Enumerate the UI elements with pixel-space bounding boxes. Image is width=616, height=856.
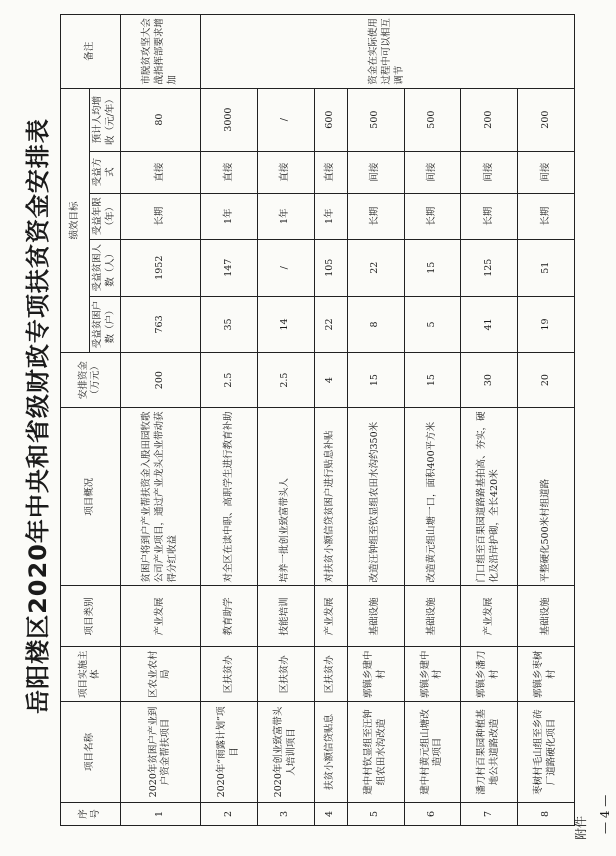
cell-income: 500 [404, 88, 461, 151]
cell-mode: 直接 [314, 151, 347, 193]
table-row [518, 15, 575, 826]
cell-people: 22 [347, 239, 404, 296]
cell-people: 15 [404, 239, 461, 296]
cell-period: 长期 [461, 193, 518, 239]
cell-households: 763 [120, 296, 201, 353]
attachment-label: 附件 [574, 815, 588, 840]
cell-seq: 1 [120, 802, 201, 825]
cell-name: 建中村黄元组山塘改造项目 [404, 702, 461, 803]
cell-period: 1年 [257, 193, 314, 239]
cell-overview: 门口组至百果园道路路基拍高、夯实，硬化及沿岸护砌，全长420米 [461, 407, 518, 586]
cell-households: 5 [404, 296, 461, 353]
header-name: 项目名称 [61, 702, 121, 803]
table-row [314, 15, 347, 826]
cell-category: 教育助学 [201, 586, 258, 647]
cell-notes: 资金在实际使用过程中可以相互调节 [201, 15, 575, 89]
cell-mode: 间接 [404, 151, 461, 193]
cell-seq: 2 [201, 802, 258, 825]
cell-overview: 对全区在读中职、高职学生进行教育补助 [201, 407, 258, 586]
header-overview: 项目概况 [61, 407, 121, 586]
cell-owner: 郭镇乡枣树村 [518, 647, 575, 702]
header-seq: 序号 [61, 802, 121, 825]
header-period: 受益年限（年） [90, 193, 121, 239]
cell-overview: 改造汪钟组至钦显组农田水沟约350米 [347, 407, 404, 586]
header-notes: 备注 [61, 15, 121, 89]
cell-income: 500 [347, 88, 404, 151]
cell-period: 长期 [347, 193, 404, 239]
cell-mode: 直接 [201, 151, 258, 193]
cell-category: 产业发展 [314, 586, 347, 647]
cell-overview: 改造黄元组山塘一口，面积400平方米 [404, 407, 461, 586]
cell-seq: 8 [518, 802, 575, 825]
cell-funds: 15 [404, 353, 461, 408]
cell-households: 22 [314, 296, 347, 353]
table-row [257, 15, 314, 826]
cell-name: 枣树村毛山组至乡砖厂道路硬化项目 [518, 702, 575, 803]
cell-seq: 7 [461, 802, 518, 825]
cell-income: 200 [518, 88, 575, 151]
cell-name: 建中村钦显组至汪钟组农田水沟改造 [347, 702, 404, 803]
cell-owner: 郭镇乡潘刀村 [461, 647, 518, 702]
cell-owner: 区扶贫办 [314, 647, 347, 702]
cell-income: / [257, 88, 314, 151]
cell-overview: 贫困户将到户产业帮扶资金入股田园牧歌公司产业项目，通过产业龙头企业带动获得分红收益 [120, 407, 201, 586]
document-title: 岳阳楼区2020年中央和省级财政专项扶贫资金安排表 [24, 118, 52, 714]
cell-seq: 5 [347, 802, 404, 825]
cell-income: 80 [120, 88, 201, 151]
header-mode: 受益方式 [90, 151, 121, 193]
table-row [201, 15, 258, 826]
cell-people: 147 [201, 239, 258, 296]
header-performance-group: 绩效目标 [61, 88, 90, 353]
cell-funds: 20 [518, 353, 575, 408]
cell-funds: 30 [461, 353, 518, 408]
cell-overview: 平整硬化500米村组道路 [518, 407, 575, 586]
cell-mode: 间接 [518, 151, 575, 193]
cell-people: 105 [314, 239, 347, 296]
header-owner: 项目实施主体 [61, 647, 121, 702]
page-number: — 4 — [598, 794, 612, 834]
header-category: 项目类别 [61, 586, 121, 647]
cell-category: 基础设施 [518, 586, 575, 647]
cell-category: 产业发展 [120, 586, 201, 647]
cell-people: 51 [518, 239, 575, 296]
cell-income: 3000 [201, 88, 258, 151]
cell-period: 1年 [201, 193, 258, 239]
cell-seq: 6 [404, 802, 461, 825]
cell-mode: 直接 [257, 151, 314, 193]
cell-name: 2020年贫困户产业到户资金帮扶项目 [120, 702, 201, 803]
cell-income: 600 [314, 88, 347, 151]
table-row [461, 15, 518, 826]
cell-seq: 4 [314, 802, 347, 825]
cell-households: 14 [257, 296, 314, 353]
table-row [347, 15, 404, 826]
cell-overview: 培养一批创业致富带头人 [257, 407, 314, 586]
cell-owner: 郭镇乡建中村 [404, 647, 461, 702]
cell-category: 基础设施 [404, 586, 461, 647]
cell-name: 2020年“雨露计划”项目 [201, 702, 258, 803]
cell-period: 长期 [518, 193, 575, 239]
cell-people: 125 [461, 239, 518, 296]
cell-households: 35 [201, 296, 258, 353]
table-row [120, 15, 201, 826]
cell-funds: 2.5 [257, 353, 314, 408]
cell-owner: 区扶贫办 [201, 647, 258, 702]
cell-name: 2020年创业致富带头人培训项目 [257, 702, 314, 803]
cell-category: 基础设施 [347, 586, 404, 647]
cell-category: 技能培训 [257, 586, 314, 647]
cell-people: 1952 [120, 239, 201, 296]
cell-mode: 直接 [120, 151, 201, 193]
cell-funds: 2.5 [201, 353, 258, 408]
cell-owner: 区扶贫办 [257, 647, 314, 702]
cell-people: / [257, 239, 314, 296]
cell-funds: 4 [314, 353, 347, 408]
cell-households: 19 [518, 296, 575, 353]
cell-mode: 间接 [347, 151, 404, 193]
cell-mode: 间接 [461, 151, 518, 193]
cell-funds: 15 [347, 353, 404, 408]
cell-seq: 3 [257, 802, 314, 825]
cell-name: 潘刀村百果园种植基地公共道路改造 [461, 702, 518, 803]
cell-notes: 市脱贫攻坚大会战指挥部要求增加 [120, 15, 201, 89]
cell-period: 1年 [314, 193, 347, 239]
cell-name: 扶贫小额信贷贴息 [314, 702, 347, 803]
cell-overview: 对扶贫小额信贷贫困户进行贴息补贴 [314, 407, 347, 586]
cell-owner: 郭镇乡建中村 [347, 647, 404, 702]
header-row-1 [61, 15, 90, 826]
cell-period: 长期 [120, 193, 201, 239]
cell-households: 8 [347, 296, 404, 353]
header-households: 受益贫困户数（户） [90, 296, 121, 353]
cell-period: 长期 [404, 193, 461, 239]
cell-funds: 200 [120, 353, 201, 408]
cell-income: 200 [461, 88, 518, 151]
header-income: 预计人均增收（元/年） [90, 88, 121, 151]
header-funds: 安排资金（万元） [61, 353, 121, 408]
cell-category: 产业发展 [461, 586, 518, 647]
header-people: 受益贫困人数（人） [90, 239, 121, 296]
funding-table [60, 14, 575, 826]
cell-owner: 区农业农村局 [120, 647, 201, 702]
table-row [404, 15, 461, 826]
cell-households: 41 [461, 296, 518, 353]
